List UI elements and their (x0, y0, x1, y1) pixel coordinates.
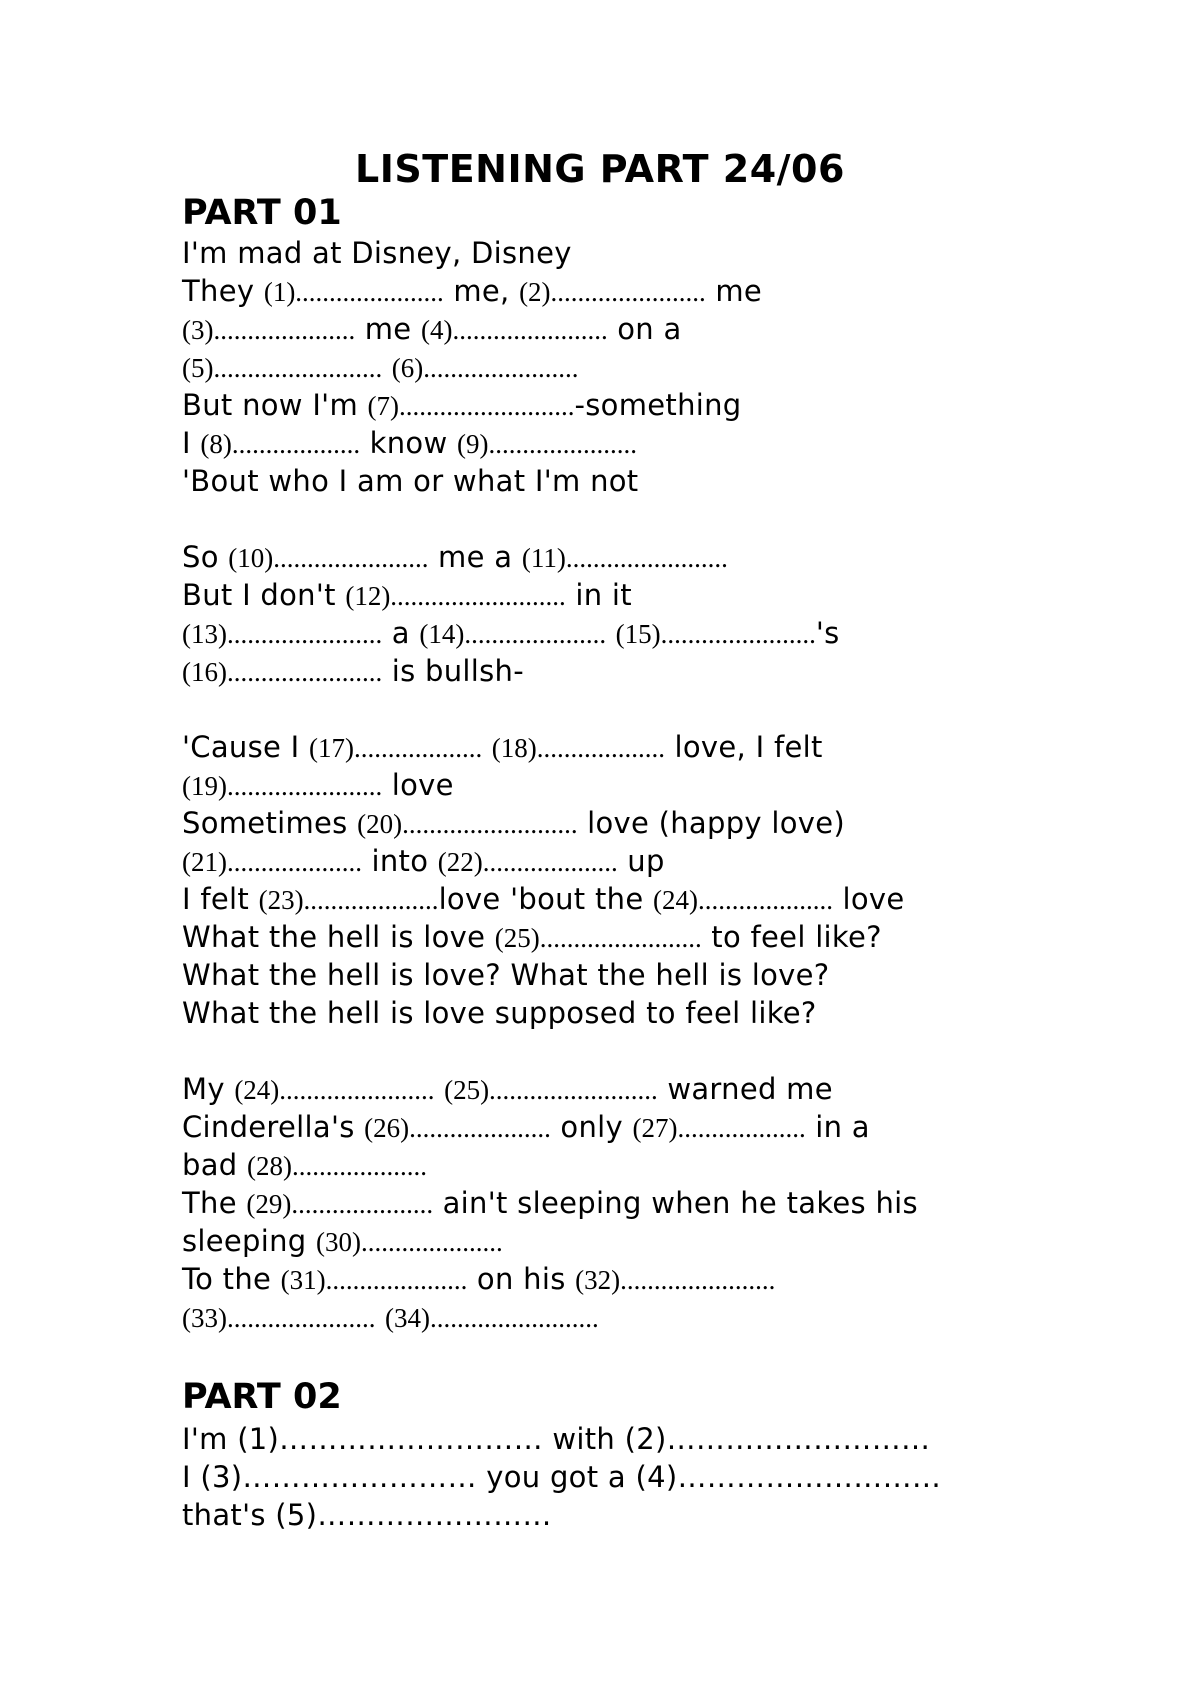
lyric-text: love, I felt (665, 730, 823, 764)
lyric-line (182, 234, 1032, 272)
lyric-text: I felt (182, 882, 259, 916)
lyric-text: to feel like? (701, 920, 882, 954)
lyric-text (606, 616, 616, 650)
answer-blank: (25)......................... (444, 1075, 658, 1105)
lyric-text: 'Cause I (182, 730, 310, 764)
answer-blank: (32)....................... (575, 1265, 776, 1295)
answer-blank: (19)....................... (182, 771, 383, 801)
lyric-text: on a (607, 312, 682, 346)
lyric-text: 'Bout who I am or what I'm not (182, 464, 639, 498)
answer-blank: (15)....................... (615, 619, 816, 649)
lyric-text (375, 1300, 385, 1334)
part-02-lyrics (182, 1420, 1032, 1534)
lyric-line (182, 614, 1032, 652)
lyric-line (182, 804, 1032, 842)
lyric-line (182, 272, 1032, 310)
lyric-line (182, 918, 1032, 956)
lyric-text: But now I'm (182, 388, 368, 422)
answer-blank: (20).......................... (357, 809, 578, 839)
answer-blank: (26)..................... (364, 1113, 551, 1143)
answer-blank: (12).......................... (345, 581, 566, 611)
answer-blank: (5)......................... (182, 353, 383, 383)
lyric-text: me, (443, 274, 520, 308)
lyric-line (182, 386, 1032, 424)
lyric-text: Cinderella's (182, 1110, 365, 1144)
answer-blank: (1)...................... (263, 277, 444, 307)
answer-blank: (34)......................... (385, 1303, 599, 1333)
lyric-text: What the hell is love supposed to feel like? (182, 996, 817, 1030)
lyric-text: in a (805, 1110, 870, 1144)
lyric-line (182, 538, 1032, 576)
answer-blank: (22).................... (437, 847, 618, 877)
lyric-line (182, 956, 1032, 994)
answer-blank: (9)...................... (456, 429, 637, 459)
lyric-text: a (382, 616, 420, 650)
lyric-line: I'm (1)……………………… with (2)……………………… (182, 1422, 931, 1456)
answer-blank: (7).......................... (367, 391, 575, 421)
lyric-text (382, 350, 392, 384)
lyric-text: To the (182, 1262, 281, 1296)
answer-blank: (6)....................... (391, 353, 579, 383)
lyric-text: me a (428, 540, 522, 574)
lyric-line (182, 1298, 1032, 1336)
answer-blank: (21).................... (182, 847, 362, 877)
answer-blank: (10)....................... (228, 543, 429, 573)
lyric-text: What the hell is love? What the hell is love? (182, 958, 830, 992)
part-02-heading: PART 02 (182, 1377, 342, 1417)
lyric-line (182, 576, 1032, 614)
answer-blank: (14)..................... (419, 619, 607, 649)
lyric-line (182, 348, 1032, 386)
lyric-text: into (361, 844, 438, 878)
stanza-break (182, 500, 1032, 538)
part-01-lyrics (182, 234, 1032, 1336)
lyric-text: only (550, 1110, 633, 1144)
lyric-text: me (705, 274, 763, 308)
lyric-text: The (182, 1186, 247, 1220)
answer-blank: (27)................... (632, 1113, 806, 1143)
lyric-line (182, 728, 1032, 766)
stanza-break (182, 690, 1032, 728)
lyric-text: is bullsh- (382, 654, 524, 688)
lyric-text: -something (574, 388, 742, 422)
lyric-text: up (617, 844, 665, 878)
lyric-line: that's (5)…………………… (182, 1498, 552, 1532)
answer-blank: (23).................... (258, 885, 439, 915)
lyric-text: me (355, 312, 421, 346)
lyric-line (182, 1146, 1032, 1184)
lyric-text: I'm mad at Disney, Disney (182, 236, 572, 270)
lyric-line (182, 310, 1032, 348)
lyric-line (182, 424, 1032, 462)
answer-blank: (33)...................... (182, 1303, 376, 1333)
answer-blank: (16)....................... (182, 657, 383, 687)
lyric-line (182, 842, 1032, 880)
lyric-text (482, 730, 492, 764)
lyric-text: But I don't (182, 578, 346, 612)
lyric-text: sleeping (182, 1224, 317, 1258)
lyric-line (182, 994, 1032, 1032)
document-title: LISTENING PART 24/06 (355, 147, 845, 191)
lyric-line (182, 1184, 1032, 1222)
lyric-text: love (832, 882, 905, 916)
lyric-text: love 'bout the (438, 882, 653, 916)
answer-blank: (8)................... (200, 429, 361, 459)
lyric-text: My (182, 1072, 235, 1106)
lyric-text: bad (182, 1148, 248, 1182)
lyric-line (182, 766, 1032, 804)
lyric-text: ain't sleeping when he takes his (433, 1186, 918, 1220)
answer-blank: (25)........................ (494, 923, 702, 953)
lyric-text: 's (815, 616, 840, 650)
lyric-line (182, 462, 1032, 500)
lyric-text: on his (467, 1262, 576, 1296)
stanza-break (182, 1032, 1032, 1070)
answer-blank: (31)..................... (280, 1265, 468, 1295)
answer-blank: (11)........................ (521, 543, 728, 573)
lyric-line (182, 1260, 1032, 1298)
answer-blank: (29)..................... (246, 1189, 434, 1219)
lyric-text: They (182, 274, 264, 308)
answer-blank: (13)....................... (182, 619, 383, 649)
answer-blank: (24)....................... (234, 1075, 435, 1105)
answer-blank: (28).................... (247, 1151, 427, 1181)
lyric-text: in it (565, 578, 632, 612)
lyric-line (182, 1108, 1032, 1146)
lyric-text: What the hell is love (182, 920, 495, 954)
answer-blank: (30)..................... (316, 1227, 503, 1257)
answer-blank: (24).................... (653, 885, 833, 915)
lyric-text: love (happy love) (577, 806, 845, 840)
lyric-text: So (182, 540, 229, 574)
lyric-text: warned me (657, 1072, 833, 1106)
lyric-text: I (182, 426, 201, 460)
answer-blank: (18)................... (491, 733, 666, 763)
answer-blank: (17)................... (309, 733, 483, 763)
part-01-heading: PART 01 (182, 193, 342, 233)
lyric-text: love (382, 768, 454, 802)
lyric-line (182, 880, 1032, 918)
lyric-line (182, 1070, 1032, 1108)
lyric-text: Sometimes (182, 806, 358, 840)
lyric-line (182, 1222, 1032, 1260)
lyric-line: I (3)…………………… you got a (4)……………………… (182, 1460, 942, 1494)
lyric-line (182, 652, 1032, 690)
answer-blank: (2)....................... (519, 277, 706, 307)
lyric-text (435, 1072, 445, 1106)
lyric-text: know (360, 426, 457, 460)
answer-blank: (4)....................... (420, 315, 608, 345)
answer-blank: (3)..................... (182, 315, 356, 345)
